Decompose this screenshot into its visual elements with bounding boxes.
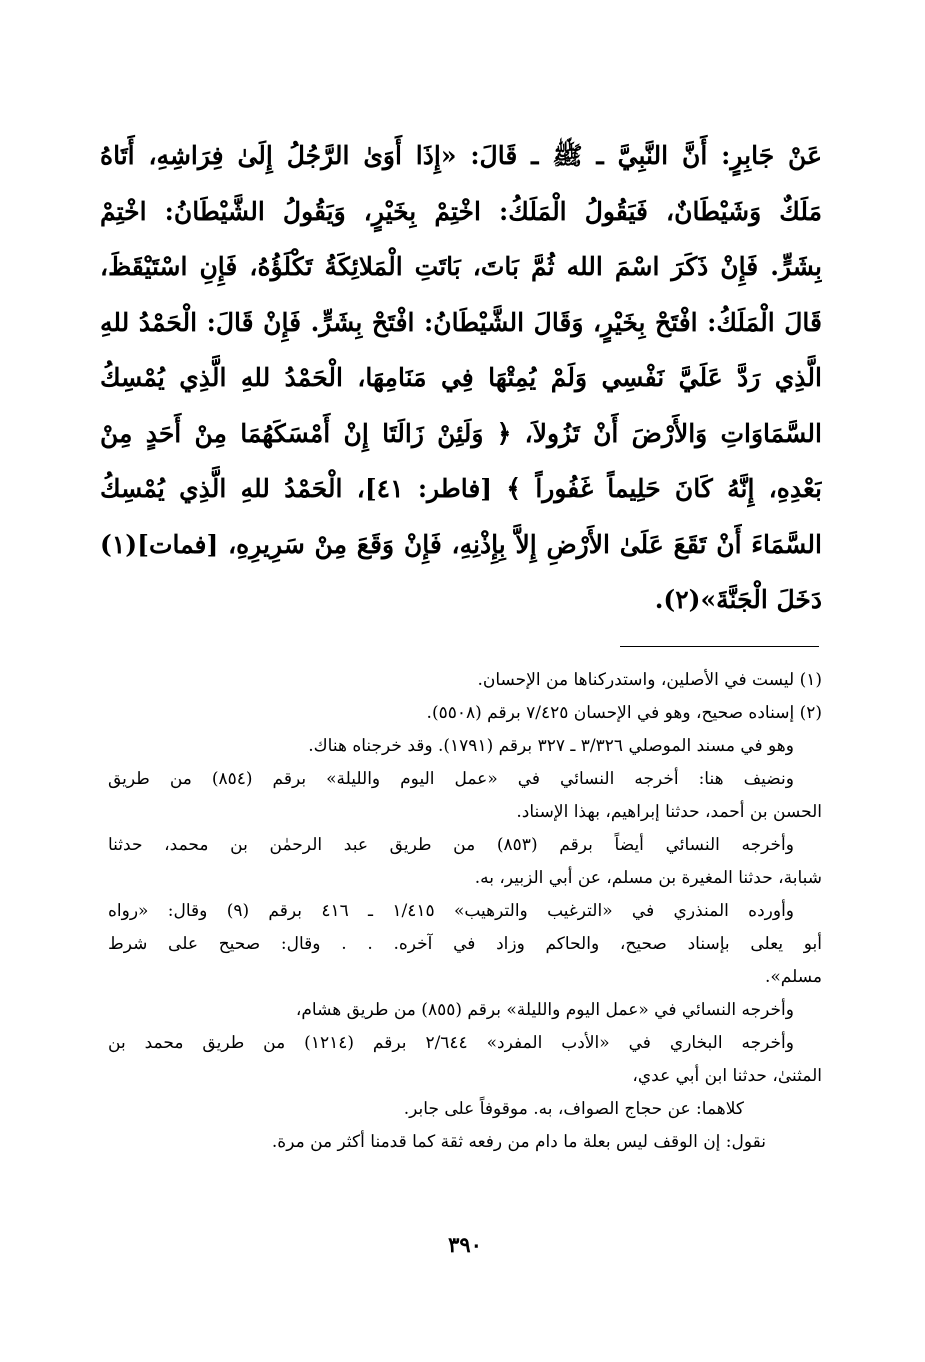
footnote-line: كلاهما: عن حجاج الصواف، به. موقوفاً على جابر. [403, 1099, 744, 1119]
footnote-line: وأخرجه النسائي أيضاً برقم (٨٥٣) من طريق عبد الرحمٰن بن محمد، حدثنا [108, 835, 794, 855]
page-number: ٣٩٠ [448, 1232, 482, 1257]
hadith-line: مَلَكٌ وَشَيْطَانٌ، فَيَقُولُ الْمَلَكُ: اخْتِمْ بِخَيْرٍ، وَيَقُولُ الشَّيْطَانُ: اخْتِمْ [100, 196, 822, 226]
footnote-line: أبو يعلى بإسناد صحيح، والحاكم وزاد في آخره. . . وقال: صحيح على شرط [108, 934, 822, 954]
footnote-line: شبابة، حدثنا المغيرة بن مسلم، عن أبي الزبير، به. [474, 868, 822, 888]
footnote-divider [620, 646, 819, 647]
hadith-line: السَّمَاوَاتِ وَالأَرْضَ أَنْ تَزُولاَ، ﴿ وَلَئِنْ زَالَتَا إِنْ أَمْسَكَهُمَا مِنْ أَحَدٍ مِنْ [100, 418, 822, 448]
hadith-line: قَالَ الْمَلَكُ: افْتَحْ بِخَيْرٍ، وَقَالَ الشَّيْطَانُ: افْتَحْ بِشَرٍّ. فَإِنْ قَالَ: الْحَمْدُ للهِ [100, 307, 822, 337]
hadith-text [100, 128, 822, 628]
footnote-line: وأخرجه النسائي في «عمل اليوم والليلة» برقم (٨٥٥) من طريق هشام، [295, 1000, 794, 1020]
footnote-line: المثنىٰ، حدثنا ابن أبي عدي، [632, 1066, 822, 1086]
footnote-line: ونضيف هنا: أخرجه النسائي في «عمل اليوم والليلة» برقم (٨٥٤) من طريق [108, 769, 794, 789]
hadith-line: السَّمَاءَ أَنْ تَقَعَ عَلَىٰ الأَرْضِ إِلاَّ بِإِذْنِهِ، فَإِنْ وَقَعَ مِنْ سَرِيرِهِ، [فمات](١) [100, 529, 822, 559]
hadith-line: عَنْ جَابِرٍ: أَنَّ النَّبِيَّ ـ ﷺ ـ قَالَ: «إِذَا أَوَىٰ الرَّجُلُ إِلَىٰ فِرَاشِهِ، أَتَاهُ [100, 141, 822, 170]
footnote-line: وأخرجه البخاري في «الأدب المفرد» ٢/٦٤٤ برقم (١٢١٤) من طريق محمد بن [108, 1033, 794, 1053]
hadith-line: بِشَرٍّ. فَإِنْ ذَكَرَ اسْمَ الله ثُمَّ بَاتَ، بَاتَتِ الْمَلائِكَةُ تَكْلَؤُهُ، فَإِنِ اسْتَيْقَظَ، [100, 252, 822, 281]
hadith-line: دَخَلَ الْجَنَّةَ»(٢). [654, 585, 822, 614]
footnotes [108, 664, 822, 1159]
footnote-line: وهو في مسند الموصلي ٣/٣٢٦ ـ ٣٢٧ برقم (١٧٩١). وقد خرجناه هناك. [308, 736, 794, 756]
footnote-line: مسلم». [764, 967, 822, 987]
footnote-line: (٢) إسناده صحيح، وهو في الإحسان ٧/٤٢٥ برقم (٥٥٠٨). [426, 703, 822, 723]
footnote-line: وأورده المنذري في «الترغيب والترهيب» ١/٤١٥ ـ ٤١٦ برقم (٩) وقال: «رواه [108, 901, 795, 921]
hadith-line: بَعْدِهِ، إِنَّهُ كَانَ حَلِيماً غَفُوراً ﴾ [فاطر: ٤١]، الْحَمْدُ للهِ الَّذِي يُمْسِكُ [100, 474, 822, 503]
hadith-line: الَّذِي رَدَّ عَلَيَّ نَفْسِي وَلَمْ يُمِتْهَا فِي مَنَامِهَا، الْحَمْدُ للهِ الَّذِي يُمْسِكُ [100, 363, 822, 392]
footnote-line: الحسن بن أحمد، حدثنا إبراهيم، بهذا الإسناد. [516, 802, 822, 822]
footnote-line: (١) ليست في الأصلين، واستدركناها من الإحسان. [477, 670, 822, 690]
footnote-line: نقول: إن الوقف ليس بعلة ما دام من رفعه ثقة كما قدمنا أكثر من مرة. [271, 1132, 766, 1152]
